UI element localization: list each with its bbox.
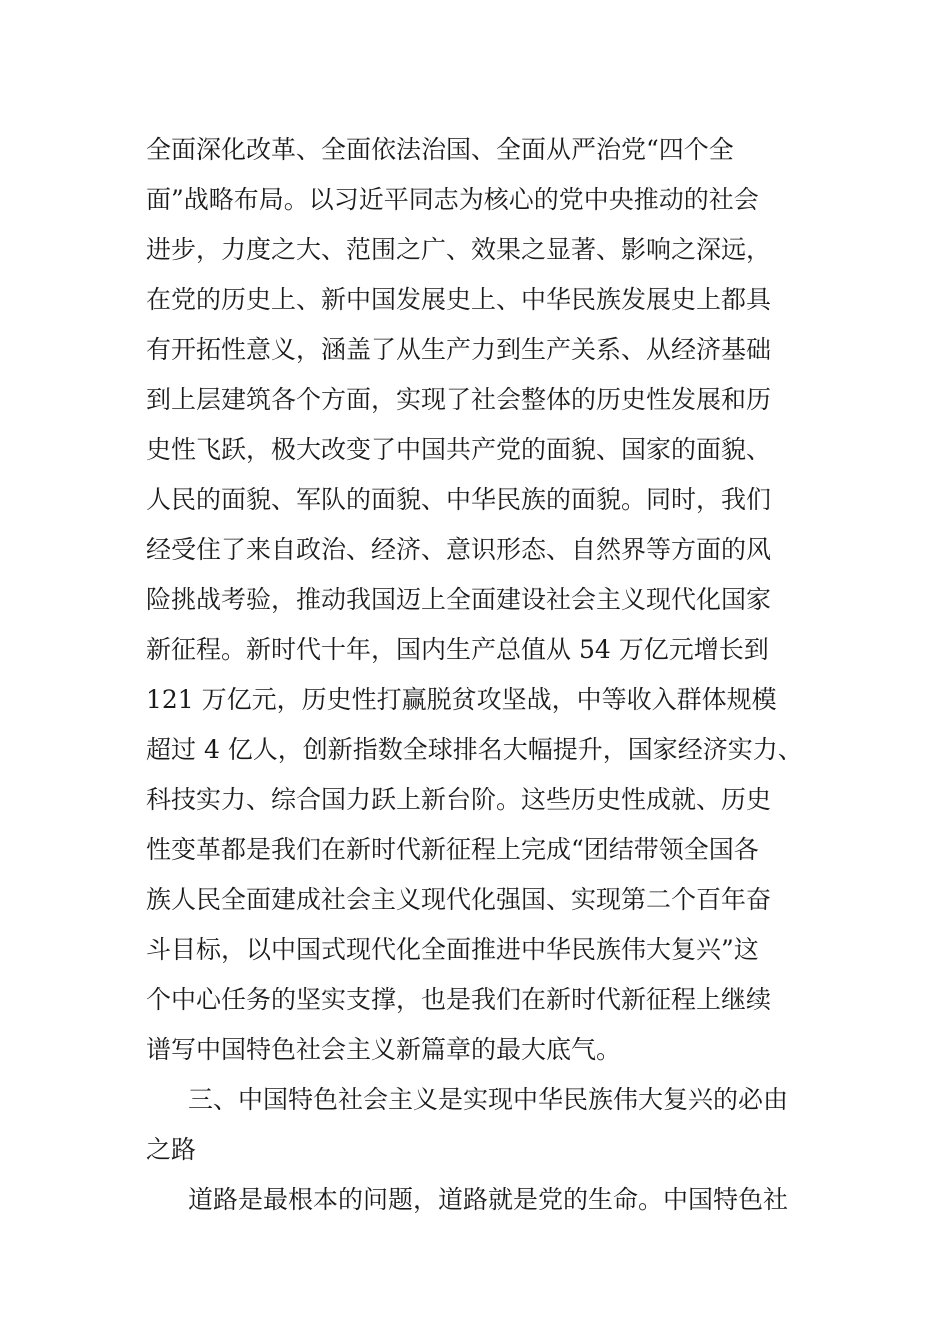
paragraph-line: 人民的面貌、军队的面貌、中华民族的面貌。同时，我们 [146, 485, 772, 514]
paragraph-line: 121 万亿元，历史性打赢脱贫攻坚战，中等收入群体规模 [146, 685, 777, 714]
paragraph-line: 族人民全面建成社会主义现代化强国、实现第二个百年奋 [146, 885, 772, 914]
paragraph-line: 谱写中国特色社会主义新篇章的最大底气。 [146, 1035, 622, 1064]
paragraph-line: 到上层建筑各个方面，实现了社会整体的历史性发展和历 [146, 385, 772, 414]
paragraph-line: 进步，力度之大、范围之广、效果之显著、影响之深远， [146, 235, 772, 264]
paragraph-line: 有开拓性意义，涵盖了从生产力到生产关系、从经济基础 [146, 335, 772, 364]
paragraph-line: 道路是最根本的问题，道路就是党的生命。中国特色社 [188, 1185, 789, 1214]
paragraph-line: 性变革都是我们在新时代新征程上完成“团结带领全国各 [146, 835, 759, 864]
paragraph-line: 险挑战考验，推动我国迈上全面建设社会主义现代化国家 [146, 585, 772, 614]
paragraph-line: 超过 4 亿人，创新指数全球排名大幅提升，国家经济实力、 [146, 735, 803, 764]
paragraph-line: 斗目标，以中国式现代化全面推进中华民族伟大复兴”这 [146, 935, 759, 964]
paragraph-line: 经受住了来自政治、经济、意识形态、自然界等方面的风 [146, 535, 772, 564]
paragraph-line: 全面深化改革、全面依法治国、全面从严治党“四个全 [146, 135, 734, 164]
section-heading: 三、中国特色社会主义是实现中华民族伟大复兴的必由 [188, 1085, 789, 1114]
paragraph-line: 在党的历史上、新中国发展史上、中华民族发展史上都具 [146, 285, 772, 314]
paragraph-line: 科技实力、综合国力跃上新台阶。这些历史性成就、历史 [146, 785, 772, 814]
paragraph-line: 史性飞跃，极大改变了中国共产党的面貌、国家的面貌、 [146, 435, 772, 464]
paragraph-line: 面”战略布局。以习近平同志为核心的党中央推动的社会 [146, 185, 759, 214]
paragraph-line: 新征程。新时代十年，国内生产总值从 54 万亿元增长到 [146, 635, 769, 664]
section-heading-continued: 之路 [146, 1135, 197, 1164]
paragraph-line: 个中心任务的坚实支撑，也是我们在新时代新征程上继续 [146, 985, 772, 1014]
